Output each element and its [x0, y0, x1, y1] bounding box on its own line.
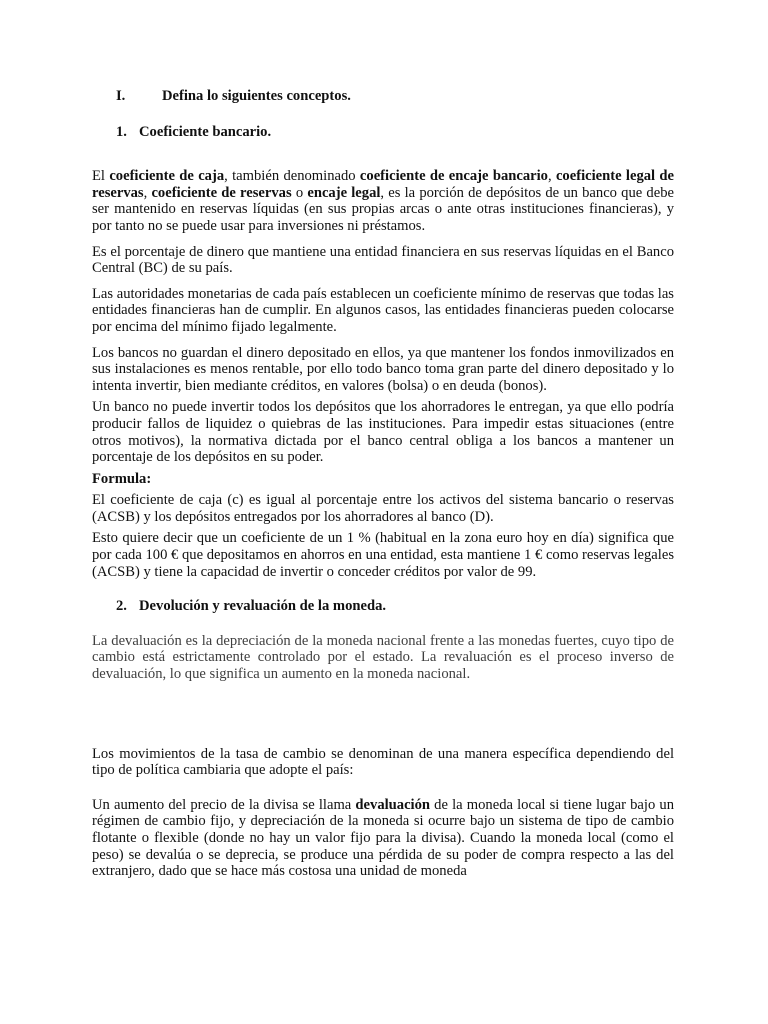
section-numeral: I. — [116, 88, 126, 104]
concept1-paragraph: Un banco no puede invertir todos los depósitos que los ahorradores le entregan, ya que ello podría producir fallos de liquidez o quiebras de las instituciones. Para impedir estas situaciones (entre otros motivos), la normativa dictada por el banco central obliga a los bancos a mantener un porcentaje de los depósitos en su poder. — [92, 399, 674, 466]
intro-term-legal-de-reservas: coeficiente legal de reservas — [92, 168, 675, 201]
intro-text-5: o — [291, 184, 308, 201]
formula-paragraph: El coeficiente de caja (c) es igual al porcentaje entre los activos del sistema bancario o reservas (ACSB) y los depósitos entregados por los ahorradores al banco (D). — [92, 492, 674, 525]
document-body — [92, 88, 674, 880]
concept2-title: Devolución y revaluación de la moneda. — [139, 598, 387, 615]
concept1-paragraph: Es el porcentaje de dinero que mantiene una entidad financiera en sus reservas líquidas en el Banco Central (BC) de su país. — [92, 243, 674, 277]
aumento-text-2: de la moneda local si tiene lugar bajo un régimen de cambio fijo, y depreciación de la moneda si ocurre bajo un sistema de tipo de cambio flotante o flexible (donde no hay un valor fijo para la divisa). Cuando la moneda local (como el peso) se devalúa o se deprecia, se produce una pérdida de su poder de compra respecto a las del extranjero, dado que se hace más costosa una unidad de moneda — [92, 796, 674, 880]
aumento-term-devaluacion: devaluación — [355, 796, 431, 813]
section-heading — [116, 88, 674, 105]
concept1-title: Coeficiente bancario. — [139, 123, 272, 140]
concept2-paragraph-aumento — [92, 797, 674, 880]
concept2-heading — [116, 598, 674, 615]
intro-text-4: , — [143, 184, 152, 201]
intro-term-coeficiente-de-reservas: coeficiente de reservas — [151, 184, 292, 201]
concept1-paragraph: Los bancos no guardan el dinero depositado en ellos, ya que mantener los fondos inmovilizados en sus instalaciones es menos rentable, por ello todo banco toma gran parte del dinero depositado y lo intenta invertir, bien mediante créditos, en valores (bolsa) o en deuda (bonos). — [92, 344, 674, 394]
section-title: Defina lo siguientes conceptos. — [162, 88, 351, 104]
concept2-paragraph-movimientos: Los movimientos de la tasa de cambio se denominan de una manera específica dependiendo del tipo de política cambiaria que adopte el país: — [92, 745, 674, 779]
concept1-paragraph: Las autoridades monetarias de cada país establecen un coeficiente mínimo de reservas que todas las entidades financieras han de cumplir. En algunos casos, las entidades financieras pueden colocarse por encima del mínimo fijado legalmente. — [92, 285, 674, 335]
intro-text-2: , también denominado — [224, 168, 360, 185]
formula-paragraph: Esto quiere decir que un coeficiente de un 1 % (habitual en la zona euro hoy en día) significa que por cada 100 € que depositamos en ahorros en una entidad, esta mantiene 1 € como reservas legales (ACSB) y tiene la capacidad de invertir o conceder créditos por valor de 99. — [92, 530, 674, 580]
intro-term-encaje-legal: encaje legal — [307, 184, 381, 201]
concept1-number: 1. — [116, 123, 127, 140]
aumento-text-1: Un aumento del precio de la divisa se llama — [92, 796, 356, 813]
concept2-number: 2. — [116, 598, 127, 615]
intro-text-3: , — [547, 168, 556, 185]
intro-term-encaje-bancario: coeficiente de encaje bancario — [359, 168, 548, 185]
intro-text-1: El — [92, 168, 110, 185]
concept1-heading — [116, 124, 674, 141]
intro-term-coeficiente-de-caja: coeficiente de caja — [109, 168, 225, 185]
concept2-paragraph-devaluacion: La devaluación es la depreciación de la moneda nacional frente a las monedas fuertes, cuyo tipo de cambio está estrictamente controlado por el estado. La revaluación es el proceso inverso de devaluación, lo que significa un aumento en la moneda nacional. — [92, 632, 674, 683]
concept1-intro-paragraph — [92, 168, 674, 234]
formula-label: Formula: — [92, 470, 152, 487]
intro-text-6: , es la porción de depósitos de un banco que debe ser mantenido en reservas líquidas (en sus propias arcas o ante otras instituciones financieras), y por tanto no se puede usar para inversiones ni préstamos. — [92, 184, 674, 234]
